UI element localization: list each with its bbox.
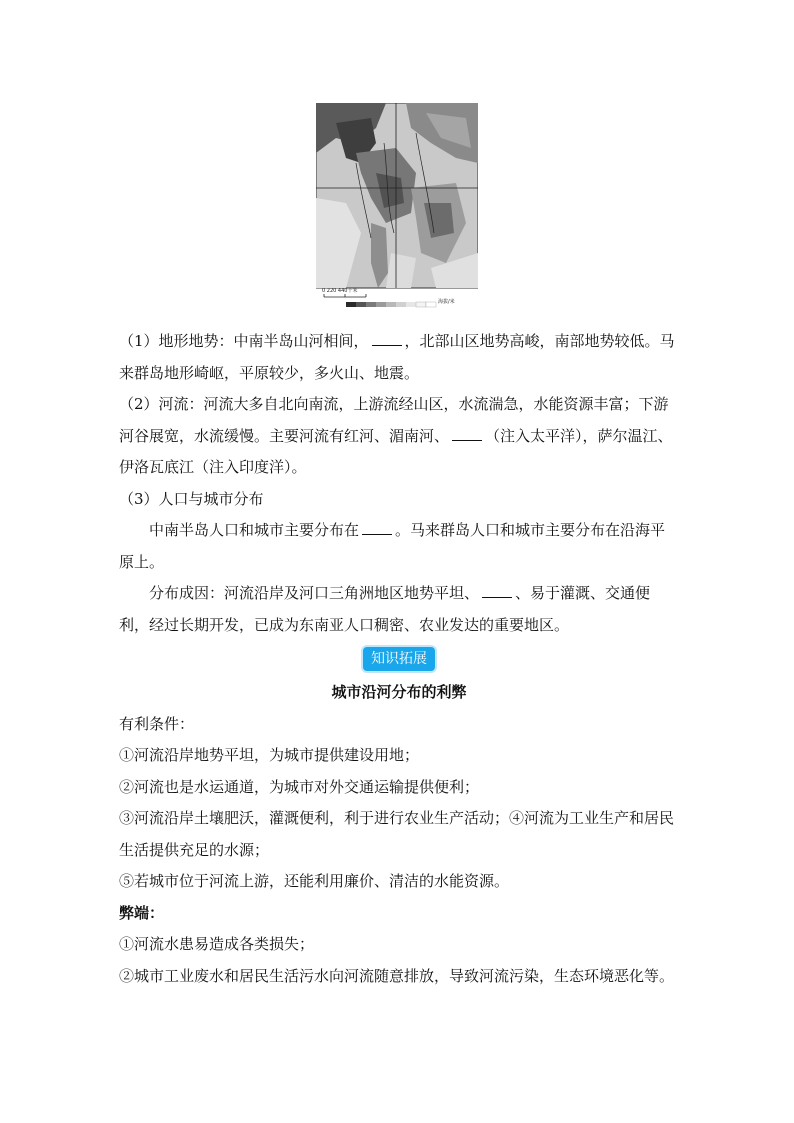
- rivers-paragraph: （2）河流：河流大多自北向南流，上游流经山区，水流湍急，水能资源丰富；下游河谷展宽，水流缓慢。主要河流有红河、湄南河、 （注入太平洋），萨尔温江、伊洛瓦底江（注入印度洋）。: [119, 395, 673, 476]
- expansion-badge-row: [119, 641, 679, 677]
- pros-item: ②河流也是水运通道，为城市对外交通运输提供便利；: [119, 777, 480, 796]
- fill-blank[interactable]: [482, 582, 512, 598]
- map-legend-label: 海拔/米: [438, 299, 455, 305]
- knowledge-expansion-badge: 知识拓展: [363, 647, 435, 671]
- map-image: [316, 103, 478, 313]
- pros-item: ①河流沿岸地势平坦，为城市提供建设用地；: [119, 746, 420, 764]
- fill-blank[interactable]: [362, 519, 392, 535]
- pros-heading: 有利条件：: [119, 714, 195, 733]
- pros-item: ③河流沿岸土壤肥沃，灌溉便利，利于进行农业生产活动；④河流为工业生产和居民生活提供充足的水源；: [119, 809, 675, 859]
- cons-item: ①河流水患易造成各类损失；: [119, 935, 315, 953]
- cons-heading: 弊端：: [119, 903, 165, 922]
- population-paragraph: 中南半岛人口和城市主要分布在 。马来群岛人口和城市主要分布在沿海平原上。: [119, 521, 666, 571]
- map-scale-label: 0 220 440千米: [322, 288, 358, 294]
- cause-paragraph: 分布成因：河流沿岸及河口三角洲地区地势平坦、 、易于灌溉、交通便利，经过长期开发，已成为东南亚人口稠密、农业发达的重要地区。: [119, 584, 651, 634]
- fill-blank[interactable]: [452, 425, 482, 441]
- section-title: 城市沿河分布的利弊: [331, 683, 467, 701]
- fill-blank[interactable]: [372, 330, 402, 346]
- southeast-asia-topographic-map: [316, 103, 478, 313]
- terrain-paragraph: （1）地形地势：中南半岛山河相间， ，北部山区地势高峻，南部地势较低。马来群岛地形崎岖，平原较少，多火山、地震。: [119, 332, 675, 382]
- cons-item: ②城市工业废水和居民生活污水向河流随意排放，导致河流污染，生态环境恶化等。: [119, 966, 675, 985]
- pros-item: ⑤若城市位于河流上游，还能利用廉价、清洁的水能资源。: [119, 872, 510, 890]
- population-heading: （3）人口与城市分布: [119, 489, 264, 508]
- document-body: [119, 326, 679, 992]
